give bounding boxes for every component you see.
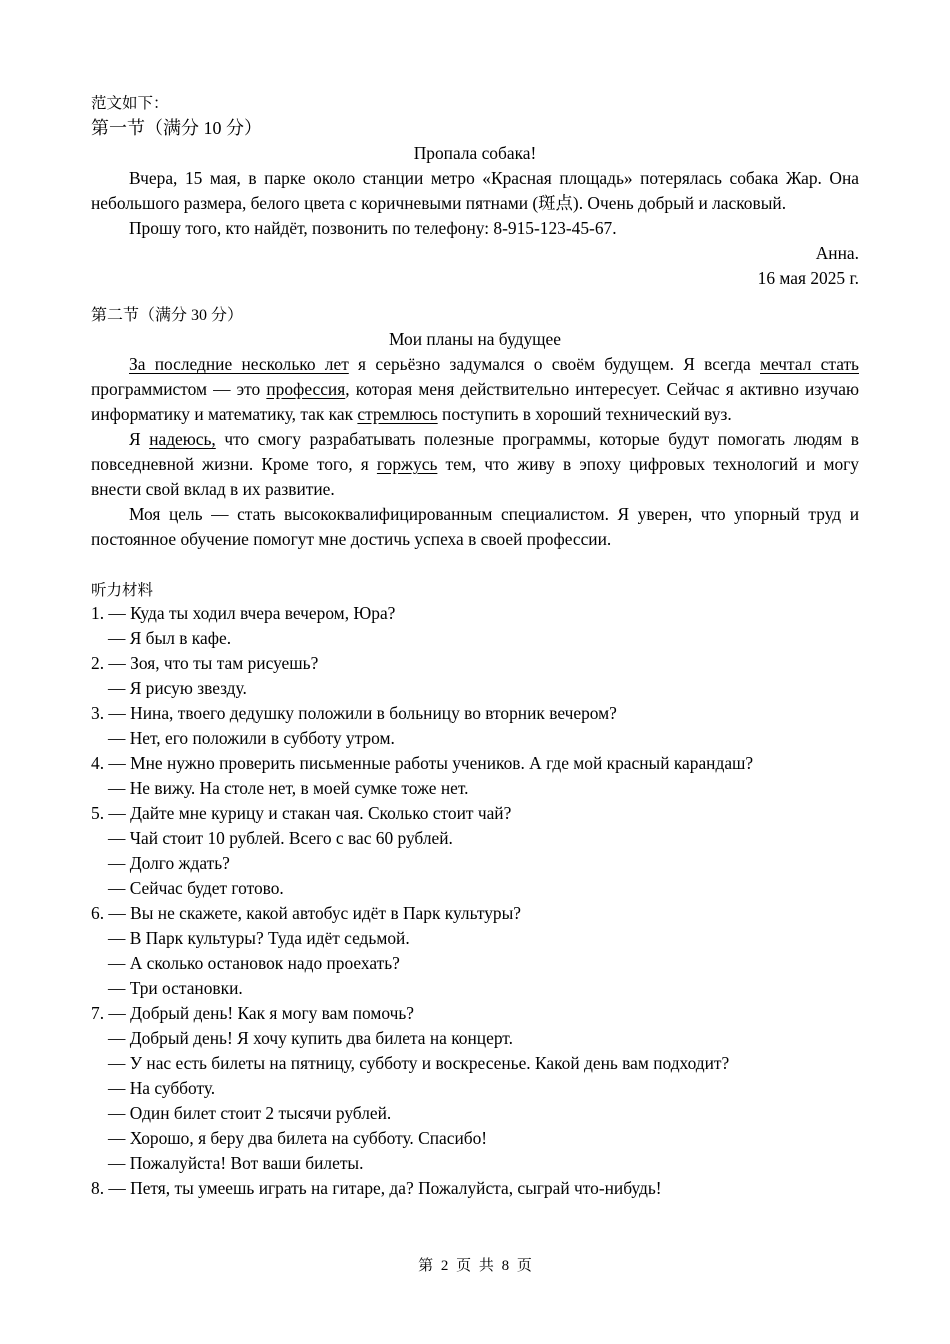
- dialog-item: [91, 901, 859, 1001]
- dialog-line: [91, 901, 859, 926]
- dialog-line: [91, 1026, 859, 1051]
- dialog-line: [91, 626, 859, 651]
- section2-paragraph-3: Моя цель — стать высококвалифицированным специалистом. Я уверен, что упорный труд и постоянное обучение помогут мне достичь успеха в своей профессии.: [91, 504, 859, 549]
- dialog-number: 5.: [91, 803, 105, 823]
- dialog-line: [91, 676, 859, 701]
- dialog-line-text: — А сколько остановок надо проехать?: [108, 953, 400, 973]
- section2-heading: 第二节（满分 30 分）: [91, 307, 244, 324]
- dialog-line: [91, 851, 859, 876]
- dialog-line-text: — Дайте мне курицу и стакан чая. Сколько стоит чай?: [108, 803, 512, 823]
- dialog-line: [91, 1151, 859, 1176]
- dialog-line: [91, 701, 859, 726]
- dialog-line: [91, 751, 859, 776]
- dialog-list: [91, 601, 859, 1201]
- dialog-line: [91, 976, 859, 1001]
- dialog-line-text: — Зоя, что ты там рисуешь?: [108, 653, 319, 673]
- dialog-line: [91, 651, 859, 676]
- dialog-item: [91, 1176, 859, 1201]
- dialog-line-text: — У нас есть билеты на пятницу, субботу и воскресенье. Какой день вам подходит?: [108, 1053, 730, 1073]
- dialog-line: [91, 1176, 859, 1201]
- underlined-phrase: горжусь: [376, 454, 438, 474]
- dialog-number: 7.: [91, 1003, 105, 1023]
- text-run: , которая меня действительно интересует. Сейчас я активно изучаю информатику и математику, так как: [91, 379, 859, 424]
- dialog-line-text: — Хорошо, я беру два билета на субботу. Спасибо!: [108, 1128, 488, 1148]
- underlined-phrase: мечтал стать: [760, 354, 859, 374]
- dialog-line-text: — Вы не скажете, какой автобус идёт в Парк культуры?: [108, 903, 522, 923]
- text-run: тем, что живу в эпоху цифровых технологий и могу внести свой вклад в их развитие.: [91, 454, 859, 499]
- dialog-line: [91, 726, 859, 751]
- dialog-line: [91, 776, 859, 801]
- dialog-item: [91, 601, 859, 651]
- dialog-number: 6.: [91, 903, 105, 923]
- dialog-line-text: — Добрый день! Я хочу купить два билета на концерт.: [108, 1028, 513, 1048]
- section1-heading: 第一节（满分 10 分）: [91, 118, 262, 138]
- dialog-line: [91, 801, 859, 826]
- dialog-line-text: — Добрый день! Как я могу вам помочь?: [108, 1003, 415, 1023]
- section2-paragraph-1: [91, 352, 859, 427]
- dialog-number: 2.: [91, 653, 105, 673]
- section1-title: Пропала собака!: [413, 143, 537, 163]
- dialog-number: 3.: [91, 703, 105, 723]
- dialog-line-text: — Куда ты ходил вчера вечером, Юра?: [108, 603, 396, 623]
- dialog-number: 8.: [91, 1178, 105, 1198]
- dialog-item: [91, 651, 859, 701]
- text-run: программистом — это: [91, 379, 267, 399]
- dialog-line: [91, 1101, 859, 1126]
- dialog-item: [91, 1001, 859, 1176]
- text-run: Я: [129, 429, 150, 449]
- dialog-line: [91, 601, 859, 626]
- text-run: что смогу разрабатывать полезные программы, которые будут помогать людям в повседневной жизни. Кроме того, я: [91, 429, 859, 474]
- dialog-line-text: — Нет, его положили в субботу утром.: [108, 728, 395, 748]
- dialog-line-text: — Пожалуйста! Вот ваши билеты.: [108, 1153, 364, 1173]
- dialog-line-text: — Чай стоит 10 рублей. Всего с вас 60 рублей.: [108, 828, 453, 848]
- dialog-line-text: — На субботу.: [108, 1078, 216, 1098]
- text-run: я серьёзно задумался о своём будущем. Я всегда: [348, 354, 760, 374]
- dialog-line-text: — Я рисую звезду.: [108, 678, 247, 698]
- dialog-line-text: — Три остановки.: [108, 978, 243, 998]
- dialog-item: [91, 701, 859, 751]
- dialog-line-text: — Сейчас будет готово.: [108, 878, 284, 898]
- section2-paragraph-2: [91, 427, 859, 502]
- dialog-item: [91, 751, 859, 801]
- dialog-line-text: — В Парк культуры? Туда идёт седьмой.: [108, 928, 410, 948]
- underlined-phrase: стремлюсь: [357, 404, 438, 424]
- section1-signature: Анна.: [815, 243, 859, 263]
- dialog-line: [91, 1001, 859, 1026]
- dialog-line: [91, 876, 859, 901]
- section2-title: Мои планы на будущее: [389, 329, 561, 349]
- section1-body: [91, 141, 859, 291]
- page-footer: 第 2 页 共 8 页: [418, 1258, 532, 1274]
- text-run: поступить в хороший технический вуз.: [437, 404, 732, 424]
- underlined-phrase: профессия: [266, 379, 346, 399]
- dialog-line: [91, 826, 859, 851]
- dialog-line-text: — Долго ждать?: [108, 853, 230, 873]
- dialog-item: [91, 801, 859, 901]
- listening-heading: 听力材料: [91, 582, 154, 599]
- dialog-line-text: — Я был в кафе.: [108, 628, 232, 648]
- dialog-line: [91, 951, 859, 976]
- dialog-line: [91, 1076, 859, 1101]
- document-page: [91, 93, 859, 1201]
- dialog-line: [91, 1051, 859, 1076]
- section2-body: [91, 327, 859, 552]
- dialog-line-text: — Мне нужно проверить письменные работы учеников. А где мой красный карандаш?: [108, 753, 754, 773]
- dialog-line: [91, 926, 859, 951]
- dialog-line-text: — Нина, твоего дедушку положили в больницу во вторник вечером?: [108, 703, 617, 723]
- intro-label: 范文如下：: [91, 95, 169, 112]
- underlined-phrase: надеюсь,: [149, 429, 216, 449]
- dialog-number: 1.: [91, 603, 105, 623]
- section1-date: 16 мая 2025 г.: [757, 268, 859, 288]
- dialog-line-text: — Петя, ты умеешь играть на гитаре, да? Пожалуйста, сыграй что-нибудь!: [108, 1178, 662, 1198]
- dialog-line-text: — Один билет стоит 2 тысячи рублей.: [108, 1103, 392, 1123]
- dialog-line: [91, 1126, 859, 1151]
- dialog-line-text: — Не вижу. На столе нет, в моей сумке тоже нет.: [108, 778, 469, 798]
- section1-paragraph-1: Вчера, 15 мая, в парке около станции метро «Красная площадь» потерялась собака Жар. Она небольшого размера, белого цвета с коричневыми пятнами (斑点). Очень добрый и ласковый.: [91, 168, 859, 213]
- dialog-number: 4.: [91, 753, 105, 773]
- section1-paragraph-2: Прошу того, кто найдёт, позвонить по телефону: 8-915-123-45-67.: [129, 218, 617, 238]
- underlined-phrase: За последние несколько лет: [129, 354, 349, 374]
